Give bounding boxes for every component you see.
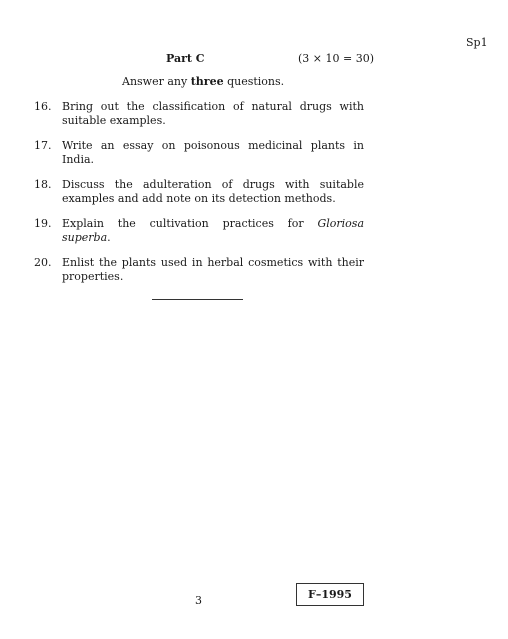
end-of-paper-rule	[152, 299, 243, 300]
paper-code: F–1995	[308, 588, 352, 601]
instruction	[122, 75, 284, 88]
instruction-pre: Answer any	[122, 75, 191, 88]
question-text	[62, 217, 364, 244]
corner-code: Sp1	[466, 36, 488, 49]
question-number: 20.	[34, 256, 52, 269]
question-17	[34, 139, 364, 166]
marks-allocation: (3 × 10 = 30)	[298, 52, 374, 65]
part-title: Part C	[166, 52, 205, 65]
question-number: 19.	[34, 217, 52, 230]
question-19	[34, 217, 364, 244]
plant-name: Gloriosa superba	[62, 217, 364, 244]
question-list	[34, 100, 364, 295]
part-header	[0, 52, 508, 66]
question-text: Write an essay on poisonous medicinal plants in India.	[62, 139, 364, 166]
instruction-emphasis: three	[190, 75, 224, 88]
question-text-post: .	[107, 230, 111, 244]
question-number: 16.	[34, 100, 52, 113]
question-text: Discuss the adulteration of drugs with suitable examples and add note on its detection methods.	[62, 178, 364, 205]
question-18	[34, 178, 364, 205]
question-text-pre: Explain the cultivation practices for	[62, 217, 318, 230]
instruction-post: questions.	[223, 75, 285, 88]
question-number: 17.	[34, 139, 52, 152]
question-20	[34, 256, 364, 283]
question-number: 18.	[34, 178, 52, 191]
question-text: Enlist the plants used in herbal cosmetics with their properties.	[62, 256, 364, 283]
question-16	[34, 100, 364, 127]
page-number: 3	[195, 594, 202, 607]
question-text: Bring out the classification of natural drugs with suitable examples.	[62, 100, 364, 127]
paper-code-box	[296, 583, 364, 606]
